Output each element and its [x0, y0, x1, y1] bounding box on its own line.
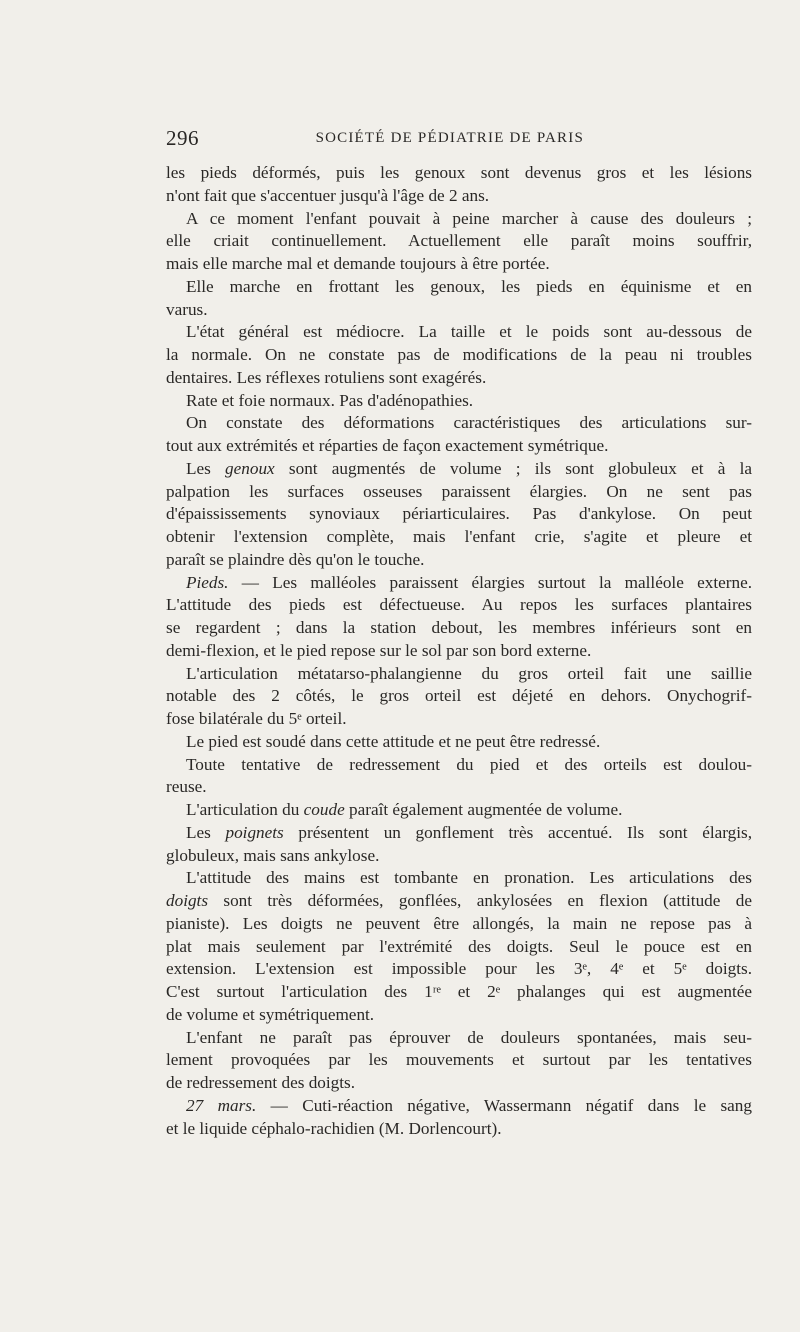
- line-text: fose bilatérale du 5ᵉ orteil.: [166, 709, 347, 728]
- line-text: L'articulation métatarso-phalangienne du gros orteil fait une saillie: [186, 663, 752, 683]
- line-text: tout aux extrémités et réparties de façon exactement symétrique.: [166, 436, 609, 455]
- line-text: L'enfant ne paraît pas éprouver de douleurs spontanées, mais seu-: [186, 1027, 752, 1047]
- line-text: A ce moment l'enfant pouvait à peine marcher à cause des douleurs ;: [186, 208, 752, 228]
- line-text: paraît également augmentée de volume.: [344, 800, 623, 819]
- line-text: — Les malléoles paraissent élargies surtout la malléole externe.: [228, 572, 752, 592]
- text-line: [166, 594, 752, 617]
- line-text: dentaires. Les réflexes rotuliens sont exagérés.: [166, 367, 487, 387]
- page-header: [166, 126, 584, 152]
- line-text: varus.: [166, 299, 208, 319]
- line-text: n'ont fait que s'accentuer jusqu'à l'âge de 2 ans.: [166, 185, 490, 205]
- italic-term: poignets: [225, 822, 284, 842]
- body-text: [166, 162, 752, 1140]
- text-line: [166, 549, 752, 572]
- line-text: lement provoquées par les mouvements et surtout par les tentatives: [166, 1050, 752, 1070]
- text-line: [166, 412, 752, 435]
- line-text: obtenir l'extension complète, mais l'enfant crie, s'agite et pleure et: [166, 527, 752, 546]
- text-line: [166, 230, 752, 253]
- text-line: [166, 185, 752, 208]
- italic-term: genoux: [225, 458, 275, 478]
- text-line: [166, 913, 752, 936]
- line-text: Elle marche en frottant les genoux, les pieds en équinisme et en: [186, 276, 752, 296]
- text-line: [166, 367, 752, 390]
- line-text: On constate des déformations caractéristiques des articulations sur-: [186, 413, 752, 433]
- text-line: [166, 845, 752, 868]
- line-text: demi-flexion, et le pied repose sur le sol par son bord externe.: [166, 640, 592, 660]
- text-line: [166, 617, 752, 640]
- line-text: L'attitude des mains est tombante en pronation. Les articulations des: [186, 868, 752, 888]
- italic-term: 27 mars.: [186, 1095, 257, 1115]
- text-line: [166, 276, 752, 299]
- text-line: [166, 776, 752, 799]
- line-prefix: Les: [186, 458, 226, 478]
- line-text: C'est surtout l'articulation des 1ʳᵉ et 2ᵉ phalanges qui est augmentée: [166, 982, 752, 1001]
- line-text: notable des 2 côtés, le gros orteil est déjeté en dehors. Onychogrif-: [166, 686, 752, 706]
- line-text: paraît se plaindre dès qu'on le touche.: [166, 549, 425, 569]
- line-text: reuse.: [166, 777, 207, 797]
- text-line: [166, 390, 752, 413]
- text-line: [166, 640, 752, 663]
- text-line: [166, 890, 752, 913]
- line-text: palpation les surfaces osseuses paraissent élargies. On ne sent pas: [166, 481, 752, 501]
- text-line: [166, 981, 752, 1004]
- text-line: [166, 822, 752, 845]
- line-text: se regardent ; dans la station debout, les membres inférieurs sont en: [166, 618, 752, 637]
- text-line: [166, 299, 752, 322]
- text-line: [166, 685, 752, 708]
- text-line: [166, 162, 752, 185]
- line-prefix: L'articulation du: [186, 800, 304, 819]
- text-line: [166, 663, 752, 686]
- line-text: mais elle marche mal et demande toujours à être portée.: [166, 254, 550, 273]
- text-line: [166, 344, 752, 367]
- line-text: les pieds déformés, puis les genoux sont devenus gros et les lésions: [166, 163, 752, 182]
- text-line: [166, 1072, 752, 1095]
- text-line: [166, 1049, 752, 1072]
- line-text: de volume et symétriquement.: [166, 1004, 375, 1024]
- italic-term: doigts: [166, 891, 209, 910]
- line-prefix: Les: [186, 822, 226, 842]
- text-line: [166, 503, 752, 526]
- text-line: [166, 799, 752, 822]
- line-text: d'épaississements synoviaux périarticulaires. Pas d'ankylose. On peut: [166, 504, 752, 524]
- text-line: [166, 208, 752, 231]
- italic-term: Pieds.: [186, 572, 229, 592]
- line-text: et le liquide céphalo-rachidien (M. Dorlencourt).: [166, 1118, 502, 1138]
- line-text: elle criait continuellement. Actuellement elle paraît moins souffrir,: [166, 231, 752, 251]
- line-text: de redressement des doigts.: [166, 1073, 356, 1092]
- italic-term: coude: [303, 800, 345, 819]
- line-text: pianiste). Les doigts ne peuvent être allongés, la main ne repose pas à: [166, 913, 752, 933]
- text-line: [166, 321, 752, 344]
- line-text: L'attitude des pieds est défectueuse. Au repos les surfaces plantaires: [166, 595, 752, 615]
- text-line: [166, 1095, 752, 1118]
- running-title: SOCIÉTÉ DE PÉDIATRIE DE PARIS: [315, 130, 584, 146]
- line-text: présentent un gonflement très accentué. Ils sont élargis,: [283, 822, 752, 842]
- line-text: Toute tentative de redressement du pied et des orteils est doulou-: [186, 754, 752, 774]
- text-line: [166, 1004, 752, 1027]
- line-text: Le pied est soudé dans cette attitude et ne peut être redressé.: [186, 731, 601, 751]
- text-line: [166, 936, 752, 959]
- line-text: extension. L'extension est impossible pour les 3ᵉ, 4ᵉ et 5ᵉ doigts.: [166, 959, 752, 979]
- line-text: Rate et foie normaux. Pas d'adénopathies.: [186, 390, 474, 410]
- line-text: globuleux, mais sans ankylose.: [166, 845, 380, 865]
- text-line: [166, 253, 752, 276]
- text-line: [166, 572, 752, 595]
- text-line: [166, 458, 752, 481]
- line-text: L'état général est médiocre. La taille et le poids sont au-dessous de: [186, 322, 752, 342]
- page-number: 296: [166, 126, 199, 150]
- text-line: [166, 481, 752, 504]
- line-text: — Cuti-réaction négative, Wassermann négatif dans le sang: [256, 1095, 752, 1115]
- text-line: [166, 867, 752, 890]
- text-line: [166, 1118, 752, 1141]
- text-line: [166, 958, 752, 981]
- line-text: la normale. On ne constate pas de modifications de la peau ni troubles: [166, 345, 752, 364]
- text-line: [166, 1027, 752, 1050]
- line-text: plat mais seulement par l'extrémité des doigts. Seul le pouce est en: [166, 936, 752, 956]
- line-text: sont très déformées, gonflées, ankylosées en flexion (attitude de: [208, 891, 752, 910]
- text-line: [166, 754, 752, 777]
- text-line: [166, 708, 752, 731]
- text-line: [166, 731, 752, 754]
- text-line: [166, 435, 752, 458]
- text-line: [166, 526, 752, 549]
- line-text: sont augmentés de volume ; ils sont globuleux et à la: [274, 458, 752, 478]
